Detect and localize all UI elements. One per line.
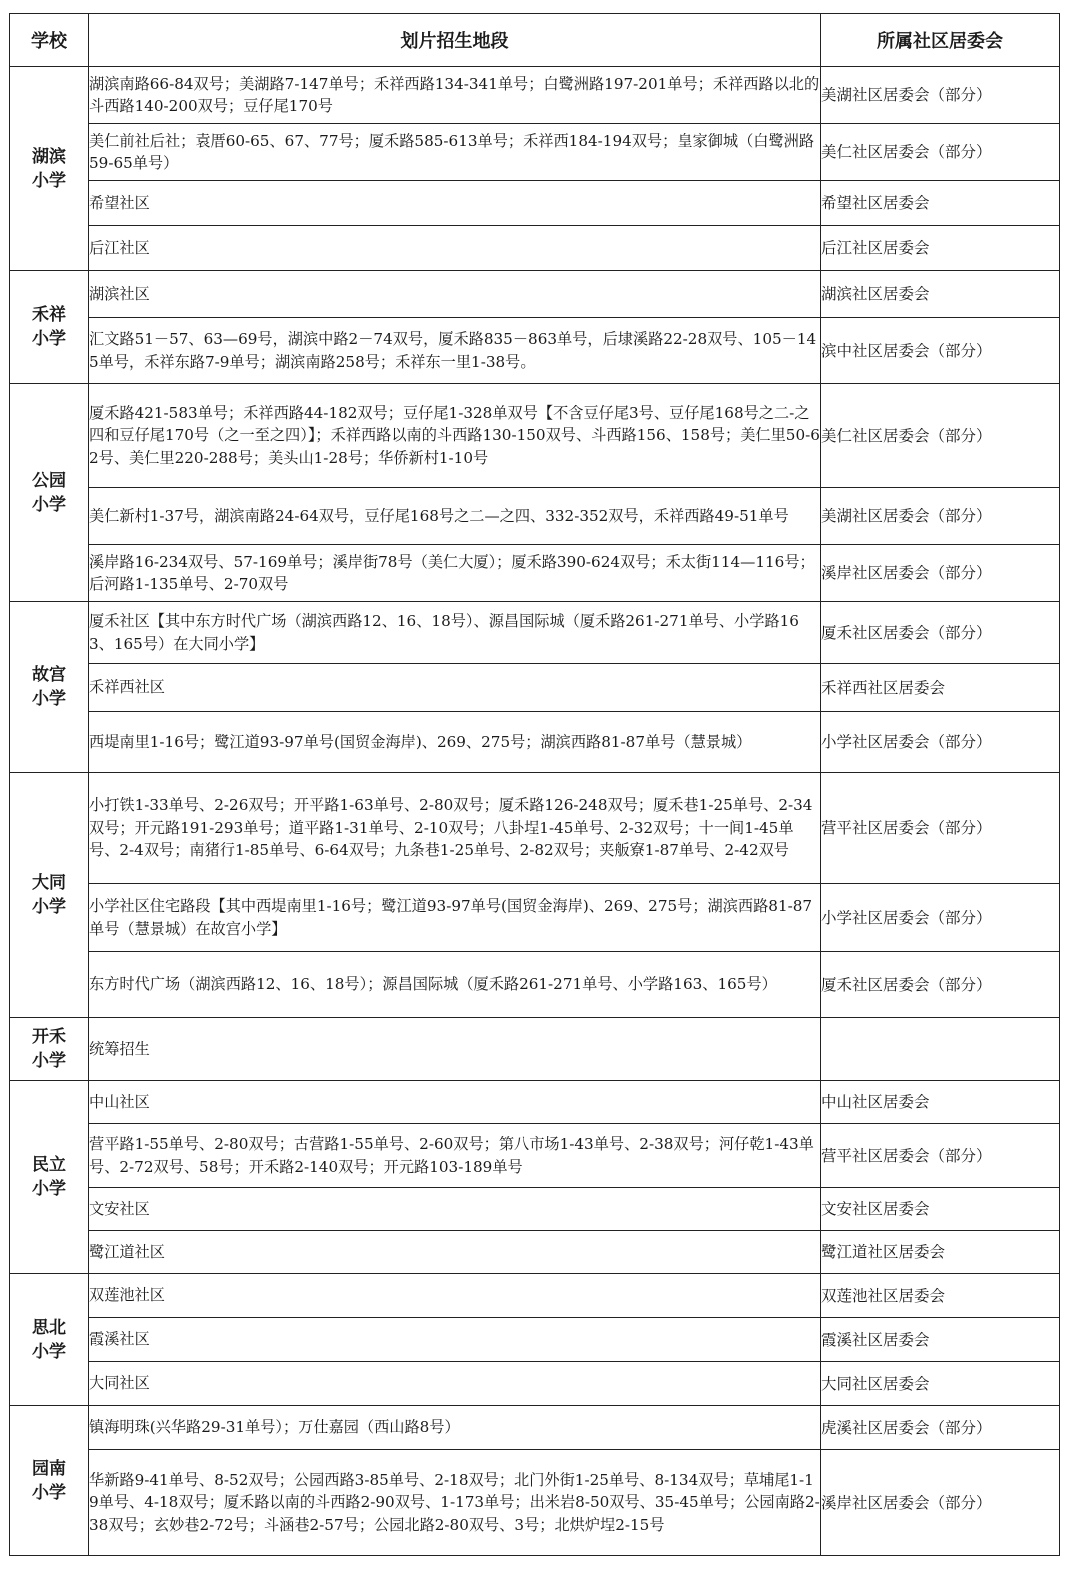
zone-area-cell: 西堤南里1-16号；鹭江道93-97单号(国贸金海岸)、269、275号；湖滨西路81-87单号（慧景城） — [89, 712, 821, 773]
community-cell: 美仁社区居委会（部分） — [821, 124, 1060, 181]
community-cell: 希望社区居委会 — [821, 181, 1060, 226]
school-name-cell — [10, 67, 89, 271]
zone-area-cell: 中山社区 — [89, 1081, 821, 1124]
school-name: 禾祥小学 — [32, 305, 66, 349]
community-cell: 霞溪社区居委会 — [821, 1318, 1060, 1362]
zone-area-cell: 湖滨南路66-84双号；美湖路7-147单号；禾祥西路134-341单号；白鹭洲路197-201单号；禾祥西路以北的斗西路140-200双号；豆仔尾170号 — [89, 67, 821, 124]
community-cell: 后江社区居委会 — [821, 226, 1060, 271]
community-cell: 厦禾社区居委会（部分） — [821, 602, 1060, 664]
school-name: 公园小学 — [32, 470, 66, 515]
table-row — [10, 545, 1060, 602]
header-school: 学校 — [10, 14, 89, 67]
community-cell: 大同社区居委会 — [821, 1362, 1060, 1406]
community-cell: 美湖社区居委会（部分） — [821, 488, 1060, 545]
header-row — [10, 14, 1060, 67]
zone-area-cell: 希望社区 — [89, 181, 821, 226]
table-row — [10, 488, 1060, 545]
community-cell: 营平社区居委会（部分） — [821, 1124, 1060, 1188]
school-name: 开禾小学 — [32, 1027, 66, 1071]
table-row — [10, 1406, 1060, 1450]
table-row — [10, 1231, 1060, 1274]
table-row — [10, 884, 1060, 952]
table-row — [10, 181, 1060, 226]
table-body — [10, 67, 1060, 1556]
table-row — [10, 384, 1060, 488]
zone-area-cell: 美仁新村1-37号，湖滨南路24-64双号，豆仔尾168号之二—之四、332-352双号，禾祥西路49-51单号 — [89, 488, 821, 545]
school-name-cell — [10, 384, 89, 602]
zone-area-cell: 厦禾社区【其中东方时代广场（湖滨西路12、16、18号）、源昌国际城（厦禾路261-271单号、小学路163、165号）在大同小学】 — [89, 602, 821, 664]
community-cell: 中山社区居委会 — [821, 1081, 1060, 1124]
table-row — [10, 1362, 1060, 1406]
zone-area-cell: 小学社区住宅路段【其中西堤南里1-16号；鹭江道93-97单号(国贸金海岸)、269、275号；湖滨西路81-87单号（慧景城）在故宫小学】 — [89, 884, 821, 952]
zone-area-cell: 汇文路51－57、63—69号，湖滨中路2－74双号，厦禾路835－863单号，后埭溪路22-28双号、105－145单号，禾祥东路7-9单号；湖滨南路258号；禾祥东一里1-38号。 — [89, 318, 821, 384]
community-cell: 溪岸社区居委会（部分） — [821, 545, 1060, 602]
community-cell — [821, 1018, 1060, 1081]
header-area: 划片招生地段 — [89, 14, 821, 67]
zone-area-cell: 霞溪社区 — [89, 1318, 821, 1362]
zone-area-cell: 东方时代广场（湖滨西路12、16、18号）；源昌国际城（厦禾路261-271单号、小学路163、165号） — [89, 952, 821, 1018]
school-name: 思北小学 — [32, 1317, 66, 1362]
community-cell: 湖滨社区居委会 — [821, 271, 1060, 318]
community-cell: 鹭江道社区居委会 — [821, 1231, 1060, 1274]
school-name-cell — [10, 271, 89, 384]
zone-area-cell: 大同社区 — [89, 1362, 821, 1406]
community-cell: 美湖社区居委会（部分） — [821, 67, 1060, 124]
zone-area-cell: 后江社区 — [89, 226, 821, 271]
school-name-cell — [10, 602, 89, 773]
school-name: 湖滨小学 — [32, 146, 66, 191]
school-name: 民立小学 — [32, 1155, 66, 1199]
community-cell: 虎溪社区居委会（部分） — [821, 1406, 1060, 1450]
table-row — [10, 318, 1060, 384]
table-row — [10, 664, 1060, 712]
school-name-cell — [10, 1274, 89, 1406]
table-row — [10, 1188, 1060, 1231]
table-row — [10, 271, 1060, 318]
zone-area-cell: 文安社区 — [89, 1188, 821, 1231]
school-name-cell — [10, 1406, 89, 1556]
school-name: 园南小学 — [32, 1458, 66, 1503]
table-row — [10, 1450, 1060, 1556]
table-container — [9, 13, 1059, 1556]
school-name-cell — [10, 1018, 89, 1081]
table-row — [10, 226, 1060, 271]
header-community: 所属社区居委会 — [821, 14, 1060, 67]
community-cell: 小学社区居委会（部分） — [821, 884, 1060, 952]
zone-area-cell: 小打铁1-33单号、2-26双号；开平路1-63单号、2-80双号；厦禾路126-248双号；厦禾巷1-25单号、2-34双号；开元路191-293单号；道平路1-31单号、2-10双号；八卦埕1-45单号、2-32双号；十一间1-45单号、2-4双号；南猪行1-85单号、6-64双号；九条巷1-25单号、2-82双号；夹舨寮1-87单号、2-42双号 — [89, 773, 821, 884]
community-cell: 营平社区居委会（部分） — [821, 773, 1060, 884]
school-name-cell — [10, 773, 89, 1018]
community-cell: 文安社区居委会 — [821, 1188, 1060, 1231]
table-row — [10, 1018, 1060, 1081]
table-row — [10, 1081, 1060, 1124]
zone-area-cell: 镇海明珠(兴华路29-31单号）；万仕嘉园（西山路8号） — [89, 1406, 821, 1450]
community-cell: 美仁社区居委会（部分） — [821, 384, 1060, 488]
school-name: 故宫小学 — [32, 665, 66, 709]
zone-area-cell: 禾祥西社区 — [89, 664, 821, 712]
table-row — [10, 1124, 1060, 1188]
table-row — [10, 67, 1060, 124]
table-row — [10, 1274, 1060, 1318]
zone-area-cell: 溪岸路16-234双号、57-169单号；溪岸街78号（美仁大厦）；厦禾路390-624双号；禾太街114—116号；后河路1-135单号、2-70双号 — [89, 545, 821, 602]
zone-area-cell: 鹭江道社区 — [89, 1231, 821, 1274]
school-name-cell — [10, 1081, 89, 1274]
community-cell: 禾祥西社区居委会 — [821, 664, 1060, 712]
table-row — [10, 952, 1060, 1018]
zone-area-cell: 华新路9-41单号、8-52双号；公园西路3-85单号、2-18双号；北门外街1-25单号、8-134双号；草埔尾1-19单号、4-18双号；厦禾路以南的斗西路2-90双号、1-173单号；出米岩8-50双号、35-45单号；公园南路2-38双号；玄妙巷2-72号；斗涵巷2-57号；公园北路2-80双号、3号；北烘炉埕2-15号 — [89, 1450, 821, 1556]
zone-area-cell: 湖滨社区 — [89, 271, 821, 318]
community-cell: 小学社区居委会（部分） — [821, 712, 1060, 773]
zone-area-cell: 双莲池社区 — [89, 1274, 821, 1318]
community-cell: 厦禾社区居委会（部分） — [821, 952, 1060, 1018]
school-name: 大同小学 — [32, 873, 66, 917]
zone-area-cell: 厦禾路421-583单号；禾祥西路44-182双号；豆仔尾1-328单双号【不含豆仔尾3号、豆仔尾168号之二-之四和豆仔尾170号（之一至之四）】；禾祥西路以南的斗西路130-150双号、斗西路156、158号；美仁里50-62号、美仁里220-288号；美头山1-28号；华侨新村1-10号 — [89, 384, 821, 488]
table-row — [10, 602, 1060, 664]
zone-area-cell: 美仁前社后社；袁厝60-65、67、77号；厦禾路585-613单号；禾祥西184-194双号；皇家御城（白鹭洲路59-65单号） — [89, 124, 821, 181]
school-zone-table — [9, 13, 1060, 1556]
zone-area-cell: 统筹招生 — [89, 1018, 821, 1081]
community-cell: 滨中社区居委会（部分） — [821, 318, 1060, 384]
table-row — [10, 712, 1060, 773]
community-cell: 溪岸社区居委会（部分） — [821, 1450, 1060, 1556]
table-row — [10, 124, 1060, 181]
community-cell: 双莲池社区居委会 — [821, 1274, 1060, 1318]
table-row — [10, 1318, 1060, 1362]
zone-area-cell: 营平路1-55单号、2-80双号；古营路1-55单号、2-60双号；第八市场1-43单号、2-38双号；河仔乾1-43单号、2-72双号、58号；开禾路2-140双号；开元路103-189单号 — [89, 1124, 821, 1188]
table-row — [10, 773, 1060, 884]
